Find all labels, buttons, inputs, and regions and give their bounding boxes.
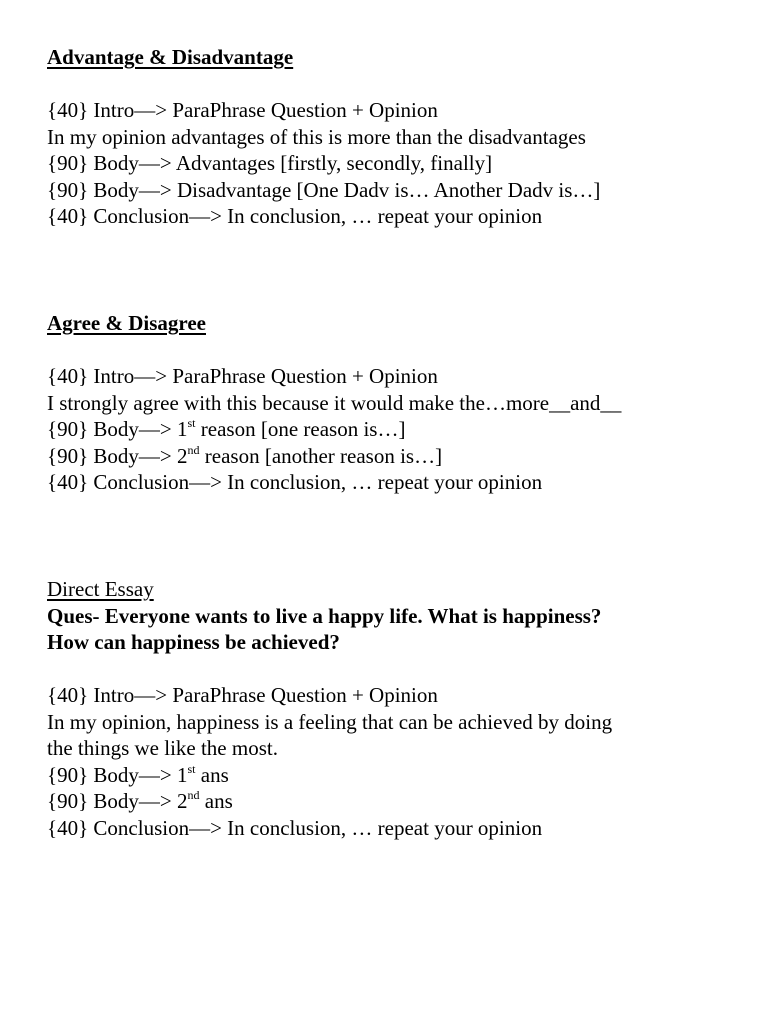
text-line-prefix: {90} Body—> 2: [47, 443, 188, 468]
text-line: I strongly agree with this because it would make the…more__and__: [47, 390, 622, 415]
ordinal-superscript: nd: [187, 442, 200, 457]
text-line: {40} Conclusion—> In conclusion, … repeat your opinion: [47, 204, 543, 228]
text-line: the things we like the most.: [47, 736, 278, 760]
text-line: {40} Conclusion—> In conclusion, … repeat your opinion: [47, 470, 543, 494]
text-line-suffix: ans: [199, 789, 233, 813]
text-line: {90} Body—> Disadvantage [One Dadv is… Another Dadv is…]: [47, 177, 601, 202]
text-line: {90} Body—> Advantages [firstly, secondly, finally]: [47, 151, 493, 175]
section-heading: Agree & Disagree: [47, 311, 206, 335]
text-line-suffix: reason [one reason is…]: [195, 417, 406, 441]
section-advantage-disadvantage: [47, 44, 747, 230]
ordinal-superscript: st: [187, 416, 196, 430]
ordinal-superscript: st: [187, 761, 196, 776]
text-line-prefix: {90} Body—> 1: [47, 762, 188, 787]
text-line: [47, 443, 747, 470]
section-heading: Direct Essay: [47, 577, 154, 601]
text-line-prefix: {90} Body—> 1: [47, 417, 188, 441]
text-line: [47, 416, 747, 443]
question-line: How can happiness be achieved?: [47, 630, 340, 654]
text-line: In my opinion advantages of this is more than the disadvantages: [47, 124, 586, 149]
section-direct-essay: [47, 576, 747, 841]
text-line: {40} Intro—> ParaPhrase Question + Opinion: [47, 364, 438, 388]
text-line: [47, 788, 747, 815]
text-line: {40} Intro—> ParaPhrase Question + Opinion: [47, 98, 438, 122]
section-heading: Advantage & Disadvantage: [47, 45, 294, 69]
text-line-suffix: reason [another reason is…]: [199, 443, 443, 468]
ordinal-superscript: nd: [187, 788, 200, 802]
text-line: [47, 762, 747, 789]
question-line: Ques- Everyone wants to live a happy life. What is happiness?: [47, 603, 602, 628]
text-line-suffix: ans: [195, 762, 229, 787]
text-line: {40} Intro—> ParaPhrase Question + Opinion: [47, 683, 438, 707]
text-line: In my opinion, happiness is a feeling that can be achieved by doing: [47, 709, 613, 734]
text-line-prefix: {90} Body—> 2: [47, 789, 188, 813]
text-line: {40} Conclusion—> In conclusion, … repeat your opinion: [47, 815, 543, 840]
section-agree-disagree: [47, 310, 747, 496]
